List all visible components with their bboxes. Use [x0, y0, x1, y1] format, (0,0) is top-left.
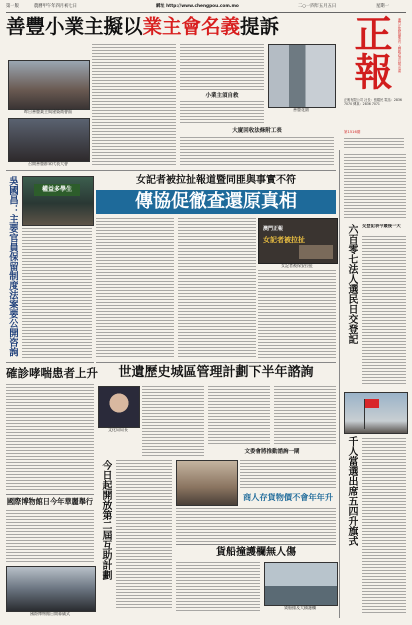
website[interactable]: 網址 http://www.chengpou.com.mo — [156, 4, 239, 9]
museum-caption: 國際博物館日開幕儀式 — [30, 611, 70, 616]
masthead-motto: 澳門正報版權所有・轉載必須註明出處 — [397, 18, 401, 73]
main-headline-part3: 提訴 — [240, 15, 280, 38]
weekday: 星期一 — [376, 4, 389, 9]
heritage-text-1 — [142, 386, 204, 458]
portrait-caption: 文化局局長 — [108, 427, 128, 432]
museum-headline-text: 國際博物館日今年華麗舉行 — [6, 497, 94, 506]
flag-pole — [364, 399, 365, 429]
heritage-text-3 — [274, 386, 336, 426]
masthead-info: 正報有限公司 社長：張耀民 電話：2836 7070 傳真：2836 7071 — [344, 98, 402, 106]
main-headline-part1: 善豐小業主擬以 — [6, 15, 143, 38]
ship-headline — [176, 546, 336, 560]
masthead-char-1: 正 — [348, 14, 393, 52]
heritage-headline — [96, 364, 336, 382]
divider-museum — [6, 494, 94, 495]
ship-text — [176, 562, 260, 612]
heritage-text-4 — [274, 428, 336, 446]
bbq-subhead-text: 大廈回收法條附工表 — [232, 128, 282, 134]
museum-headline — [6, 496, 94, 508]
heritage-headline-text: 世遺歷史城區管理計劃下半年諮詢 — [118, 365, 314, 380]
main-headline — [6, 14, 336, 40]
masthead-issue: 第1516期 — [344, 130, 361, 134]
feature-kicker — [96, 174, 336, 188]
feature-inset — [258, 218, 338, 264]
heritage-subhead-text: 文委會將推動諮詢一閘 — [244, 449, 300, 455]
asthma-headline — [6, 364, 98, 382]
flag-photo — [344, 392, 408, 434]
ship-caption: 貨船撞及大橋護欄 — [284, 605, 316, 610]
flag-shape — [365, 399, 379, 408]
right-column-divider — [339, 150, 340, 618]
bbq-subhead — [180, 127, 334, 135]
tower-photo — [268, 44, 336, 108]
page-number: 第一版 — [6, 4, 19, 9]
divider-top — [6, 170, 336, 171]
price-headline-text: 商人存貨物價不會年年升 — [242, 492, 334, 502]
classroom-sign — [34, 184, 80, 196]
feature-inset-photo — [299, 245, 333, 259]
asthma-headline-text: 確診哮喘患者上升 — [6, 366, 98, 380]
right-notice-text — [344, 154, 406, 220]
heritage-text-2 — [208, 386, 270, 446]
feature-text-4 — [178, 320, 256, 358]
election-text — [362, 236, 406, 386]
meeting-photo — [8, 60, 90, 110]
self-help-subhead-text: 小業主須自救 — [205, 93, 239, 99]
masthead-char-2: 報 — [348, 52, 393, 90]
flag-headline: 千人當選出席五四升旗式 — [346, 436, 357, 546]
market-photo — [176, 460, 238, 506]
feature-kicker-text: 女記者被拉扯報道暨同匪與事實不符 — [136, 175, 296, 186]
audience-caption: 召開善豐群眾代表大會 — [28, 161, 68, 166]
feature-text-1 — [96, 218, 174, 358]
divider-left-lower — [6, 362, 94, 363]
main-headline-part2: 業主會名義 — [142, 15, 241, 38]
museum-photo — [6, 566, 96, 612]
election-sub: 交登記表今最後一天 — [362, 224, 401, 229]
price-headline — [240, 490, 336, 504]
top-story-text-1 — [92, 44, 176, 166]
tower-caption: 善豐花園 — [293, 107, 309, 112]
feature-banner-text: 傳協促徹查還原真相 — [135, 191, 297, 212]
asthma-text — [6, 384, 94, 492]
portrait-photo — [98, 386, 140, 428]
museum-text — [6, 510, 94, 564]
issue-date: 二○一四年五月五日 — [298, 4, 337, 9]
top-story-text-3 — [180, 101, 264, 125]
heritage-subhead — [208, 448, 336, 456]
audience-photo — [8, 118, 90, 162]
divider-heritage — [96, 362, 336, 363]
left-vertical-headline: 吳國昌：主要官員保留制度法案要公開咨詢 — [7, 176, 18, 357]
masthead-box — [344, 138, 404, 148]
meeting-caption: 昨日善豐業主與建築商會面 — [24, 109, 72, 114]
election-headline: 六百零七法人選民日交登記 — [346, 224, 357, 344]
top-story-text-4 — [180, 137, 334, 166]
masthead-title — [348, 14, 392, 96]
feature-inset-title: 女記者被拉扯 — [263, 236, 305, 244]
mission-headline: 今日起開放第二屆互助計劃 — [100, 460, 111, 580]
price-text-1 — [240, 460, 336, 488]
feature-banner — [96, 190, 336, 214]
feature-text-2 — [178, 218, 256, 318]
divider-ship — [176, 544, 336, 545]
left-story-text-1 — [22, 228, 92, 360]
lunar-date: 農曆甲午年四月初七日 — [34, 4, 77, 9]
classroom-sign-text: 權益多學生 — [41, 186, 72, 193]
feature-inset-label: 澳門正報 — [263, 226, 284, 232]
feature-text-3 — [258, 270, 336, 358]
self-help-subhead — [180, 92, 264, 100]
mission-text — [116, 460, 172, 610]
flag-text — [362, 438, 406, 614]
ship-headline-text: 貨船撞護欄無人傷 — [216, 547, 296, 558]
price-text-2 — [176, 508, 336, 542]
top-story-text-2 — [180, 44, 264, 92]
feature-inset-caption: 女記者被保安拉扯 — [281, 263, 313, 268]
ship-photo — [264, 562, 338, 606]
masthead — [342, 12, 406, 150]
